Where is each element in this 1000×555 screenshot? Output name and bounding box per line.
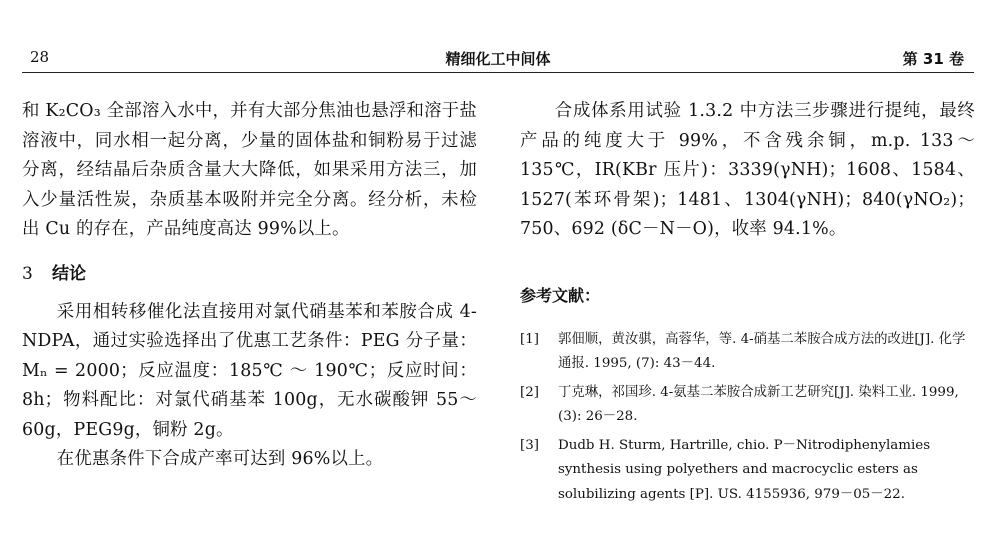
reference-text: Dudb H. Sturm, Hartrille, chio. P－Nitrodiphenylamies synthesis using polyethers and macrocyclic esters as solubilizing agents [P]. US. 4155936, 979－05－22. (558, 437, 931, 502)
right-column (520, 97, 975, 511)
reference-text: 郭佃顺，黄汝骐，高蓉华，等. 4-硝基二苯胺合成方法的改进[J]. 化学通报. 1995, (7): 43－44. (558, 331, 966, 371)
reference-text: 丁克琳，祁国珍. 4-氨基二苯胺合成新工艺研究[J]. 染料工业. 1999, (3): 26－28. (558, 384, 959, 424)
volume-label: 第 31 卷 (902, 50, 964, 68)
reference-number: [2] (520, 384, 539, 400)
body-paragraph: 和 K₂CO₃ 全部溶入水中，并有大部分焦油也悬浮和溶于盐溶液中，同水相一起分离，少量的固体盐和铜粉易于过滤分离，经结晶后杂质含量大大降低，如果采用方法三，加入少量活性炭，杂质基本吸附并完全分离。经分析，未检出 Cu 的存在，产品纯度高达 99%以上。 (22, 101, 477, 239)
reference-list (520, 328, 975, 508)
left-column (22, 97, 477, 475)
reference-item (520, 328, 975, 377)
references-heading: 参考文献： (520, 285, 601, 305)
body-paragraph: 在优惠条件下合成产率可达到 96%以上。 (56, 449, 384, 469)
journal-title: 精细化工中间体 (445, 50, 551, 68)
body-paragraph: 采用相转移催化法直接用对氯代硝基苯和苯胺合成 4-NDPA，通过实验选择出了优惠工艺条件：PEG 分子量：Mₙ = 2000；反应温度：185℃ ～ 190℃；反应时间：8h；物料配比：对氯代硝基苯 100g，无水碳酸钾 55～60g，PEG9g，铜粉 2g。 (22, 301, 477, 440)
section-title: 结论 (52, 263, 86, 284)
body-paragraph: 合成体系用试验 1.3.2 中方法三步骤进行提纯，最终产品的纯度大于 99%，不含残余铜，m.p. 133～135℃，IR(KBr 压片)：3339(γNH)；1608、1584、1527(苯环骨架)；1481、1304(γNH)；840(γNO₂)；750、692 (δC－N－O)，收率 94.1%。 (520, 101, 975, 239)
section-heading (22, 259, 477, 284)
page-number: 28 (30, 48, 50, 66)
section-number: 3 (22, 263, 33, 284)
reference-number: [3] (520, 437, 539, 453)
reference-number: [1] (520, 331, 539, 347)
running-header (22, 44, 974, 73)
reference-item (520, 434, 975, 508)
reference-item (520, 381, 975, 430)
